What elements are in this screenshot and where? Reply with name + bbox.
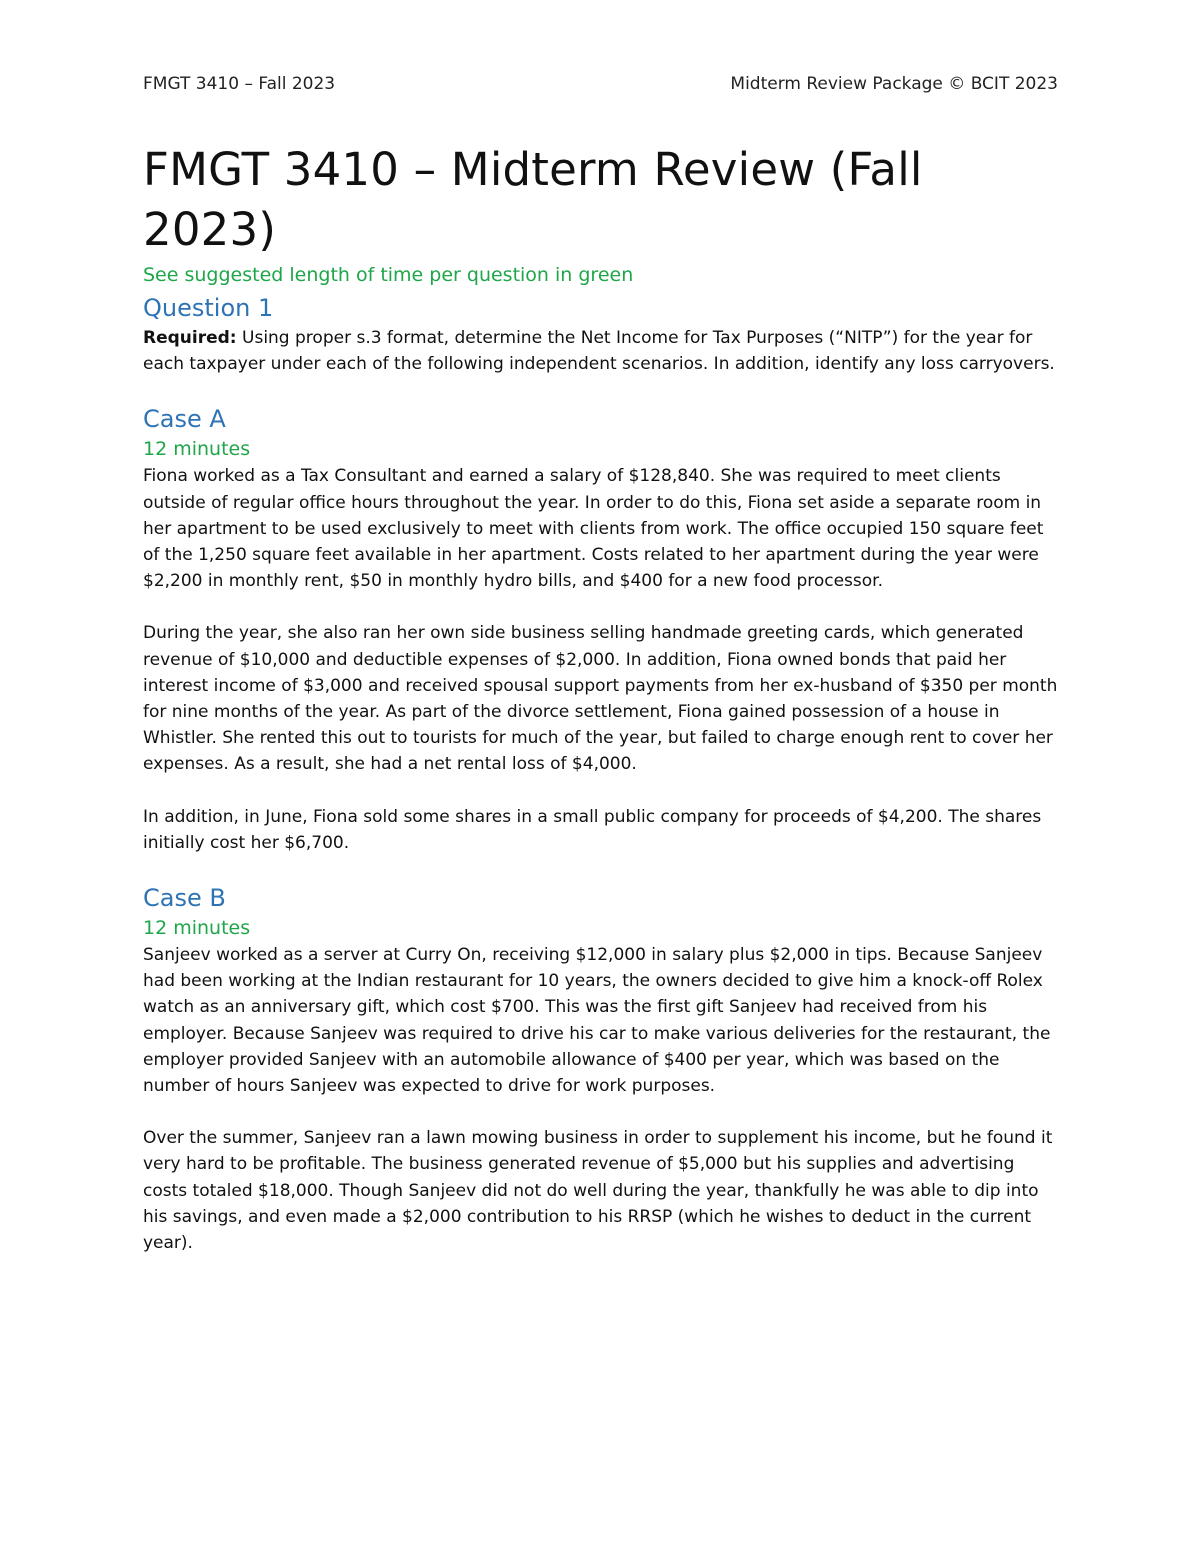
- required-instructions: [143, 325, 1058, 377]
- case-b-section: [143, 882, 1058, 1256]
- case-a-paragraph: During the year, she also ran her own side business selling handmade greeting cards, which generated revenue of $10,000 and deductible expenses of $2,000. In addition, Fiona owned bonds that paid her interest income of $3,000 and received spousal support payments from her ex-husband of $350 per month for nine months of the year. As part of the divorce settlement, Fiona gained possession of a house in Whistler. She rented this out to tourists for much of the year, but failed to charge enough rent to cover her expenses. As a result, she had a net rental loss of $4,000.: [143, 623, 1058, 775]
- case-b-paragraph: Over the summer, Sanjeev ran a lawn mowing business in order to supplement his income, but he found it very hard to be profitable. The business generated revenue of $5,000 but his supplies and advertising costs totaled $18,000. Though Sanjeev did not do well during the year, thankfully he was able to dip into his savings, and even made a $2,000 contribution to his RRSP (which he wishes to deduct in the current year).: [143, 1128, 1053, 1254]
- case-a-paragraph: In addition, in June, Fiona sold some shares in a small public company for proceeds of $4,200. The shares initially cost her $6,700.: [143, 806, 1042, 853]
- case-a-paragraph: Fiona worked as a Tax Consultant and earned a salary of $128,840. She was required to meet clients outside of regular office hours throughout the year. In order to do this, Fiona set aside a separate room in her apartment to be used exclusively to meet with clients from work. The office occupied 150 square feet of the 1,250 square feet available in her apartment. Costs related to her apartment during the year were $2,200 in monthly rent, $50 in monthly hydro bills, and $400 for a new food processor.: [143, 466, 1044, 592]
- document-title: FMGT 3410 – Midterm Review (Fall 2023): [143, 143, 923, 256]
- case-a-section: [143, 403, 1058, 856]
- page-header-right: Midterm Review Package © BCIT 2023: [730, 74, 1058, 94]
- case-b-time: 12 minutes: [143, 917, 251, 940]
- required-label: Required:: [143, 328, 237, 348]
- case-b-heading: Case B: [143, 884, 226, 913]
- case-a-time: 12 minutes: [143, 438, 251, 461]
- case-b-paragraph: Sanjeev worked as a server at Curry On, receiving $12,000 in salary plus $2,000 in tips. Because Sanjeev had been working at the Indian restaurant for 10 years, the owners decided to give him a knock-off Rolex watch as an anniversary gift, which cost $700. This was the first gift Sanjeev had received from his employer. Because Sanjeev was required to drive his car to make various deliveries for the restaurant, the employer provided Sanjeev with an automobile allowance of $400 per year, which was based on the number of hours Sanjeev was expected to drive for work purposes.: [143, 945, 1051, 1097]
- time-note: See suggested length of time per question in green: [143, 264, 634, 286]
- case-a-heading: Case A: [143, 405, 226, 434]
- question-heading: Question 1: [143, 294, 274, 322]
- document-body: [143, 140, 1058, 1256]
- page-header-left: FMGT 3410 – Fall 2023: [143, 74, 336, 94]
- required-text: Using proper s.3 format, determine the Net Income for Tax Purposes (“NITP”) for the year for each taxpayer under each of the following independent scenarios. In addition, identify any loss carryovers.: [143, 328, 1055, 375]
